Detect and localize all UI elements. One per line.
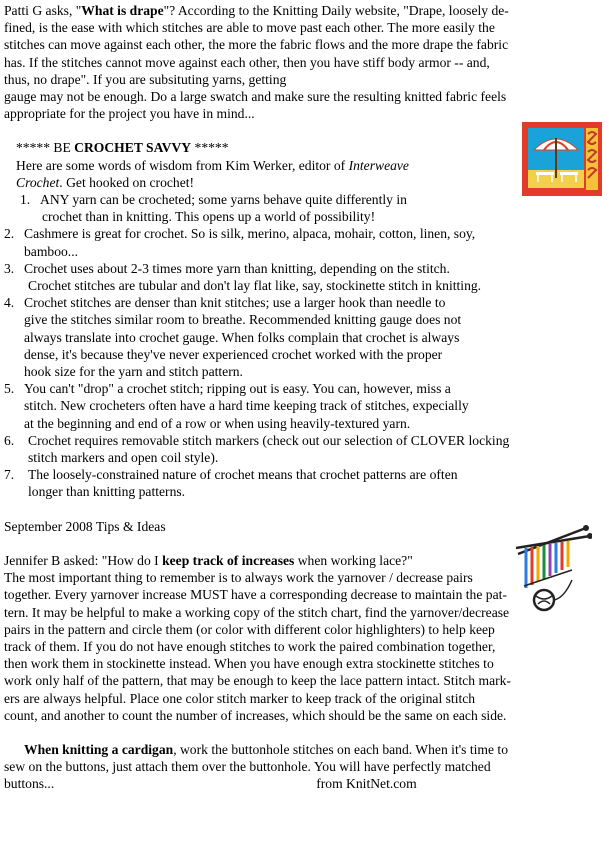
- knitting-needles-icon: [514, 524, 592, 612]
- list-item: 3. Crochet uses about 2-3 times more yarn than knitting, depending on the stitch. Crochet stitches are tubular and don't lay flat like, say, stockinette stitch in knitting.: [4, 260, 482, 294]
- intro-bold: What is drape: [81, 3, 164, 18]
- list-item: 7. The loosely-constrained nature of crochet means that crochet patterns are often longer than knitting patterns.: [4, 467, 458, 500]
- drape-paragraph: [4, 2, 604, 122]
- source-credit: from KnitNet.com: [316, 776, 417, 792]
- intro-line: has. If the stitches cannot move against each other, then you have stiff body armor -- and,: [4, 54, 490, 70]
- answer-line: count, and another to count the number of increases, which should be the same on each side.: [4, 707, 507, 723]
- answer-line: tern. It may be helpful to make a working copy of the stitch chart, find the yarnover/decrease: [4, 604, 510, 620]
- answer-line: ers are always helpful. Place one color stitch marker to keep track of the original stitch: [4, 690, 476, 706]
- cardigan-tip: When knitting a cardigan, work the buttonhole stitches on each band. When it's time to: [24, 741, 508, 757]
- intro-line: appropriate for the project you have in mind...: [4, 106, 255, 122]
- answer-line: pairs in the pattern and circle them (or color with different color highlighters) to help keep: [4, 621, 495, 637]
- cardigan-line: sew on the buttons, just attach them over the buttonhole. You will have perfectly matched: [4, 759, 491, 775]
- tips-heading: September 2008 Tips & Ideas: [4, 518, 166, 534]
- answer-line: together. Every yarnover increase MUST have a corresponding decrease to maintain the pat-: [4, 587, 507, 603]
- list-item: 6. Crochet requires removable stitch markers (check out our selection of CLOVER locking stitch markers and open coil style).: [4, 432, 510, 466]
- answer-line: then work them in stockinette instead. When you have enough extra stockinette stitches to: [4, 656, 494, 672]
- tips-question: Jennifer B asked: "How do I keep track of increases when working lace?": [4, 552, 413, 568]
- beach-umbrella-icon: [522, 122, 602, 196]
- document-page: [4, 2, 604, 793]
- list-item: 5. You can't "drop" a crochet stitch; ripping out is easy. You can, however, miss a stitch. New crocheters often have a hard time keeping track of stitches, expecially at the beginning and end of a row or when using heavily-textured yarn.: [4, 381, 469, 431]
- answer-line: track of them. If you do not have enough stitches to work the paired combination together,: [4, 638, 496, 654]
- intro-line: "? According to the Knitting Daily website, "Drape, loosely de-: [163, 3, 509, 18]
- answer-line: work only half of the pattern, that may be enough to keep the lace pattern intact. Stitch mark-: [4, 673, 511, 689]
- crochet-intro-line2: Crochet. Get hooked on crochet!: [16, 174, 195, 190]
- cardigan-last-line: buttons... from KnitNet.com: [4, 776, 417, 792]
- intro-line: fined, is the ease with which stitches are able to move past each other. The more easily the: [4, 20, 495, 36]
- intro-line: stitches can move against each other, the more the fabric flows and the more drape the fabric: [4, 37, 509, 53]
- list-item: 2. Cashmere is great for crochet. So is silk, merino, alpaca, mohair, cotton, linen, soy, bamboo...: [4, 226, 476, 259]
- answer-line: The most important thing to remember is to always work the yarnover / decrease pairs: [4, 570, 473, 586]
- crochet-heading: ***** BE CROCHET SAVVY *****: [16, 140, 229, 156]
- intro-lead: Patti G asks, ": [4, 3, 82, 18]
- list-item: 1. ANY yarn can be crocheted; some yarns behave quite differently in crochet than in knitting. This opens up a world of possibility!: [20, 192, 407, 225]
- intro-line: thus, no drape". If you are subsituting yarns, getting: [4, 71, 287, 87]
- crochet-section: [4, 139, 604, 500]
- list-item: 4. Crochet stitches are denser than knit stitches; use a larger hook than needle to give the stitches similar room to breathe. Recommended knitting gauge does not always translate into crochet gauge. When folks complain that crochet is always dense, it's because they've never experienced crochet worked with the proper hook size for the yarn and stitch pattern.: [4, 295, 462, 380]
- crochet-intro: Here are some words of wisdom from Kim Werker, editor of Interweave: [16, 157, 409, 173]
- intro-line: gauge may not be enough. Do a large swatch and make sure the resulting knitted fabric feels: [4, 89, 507, 105]
